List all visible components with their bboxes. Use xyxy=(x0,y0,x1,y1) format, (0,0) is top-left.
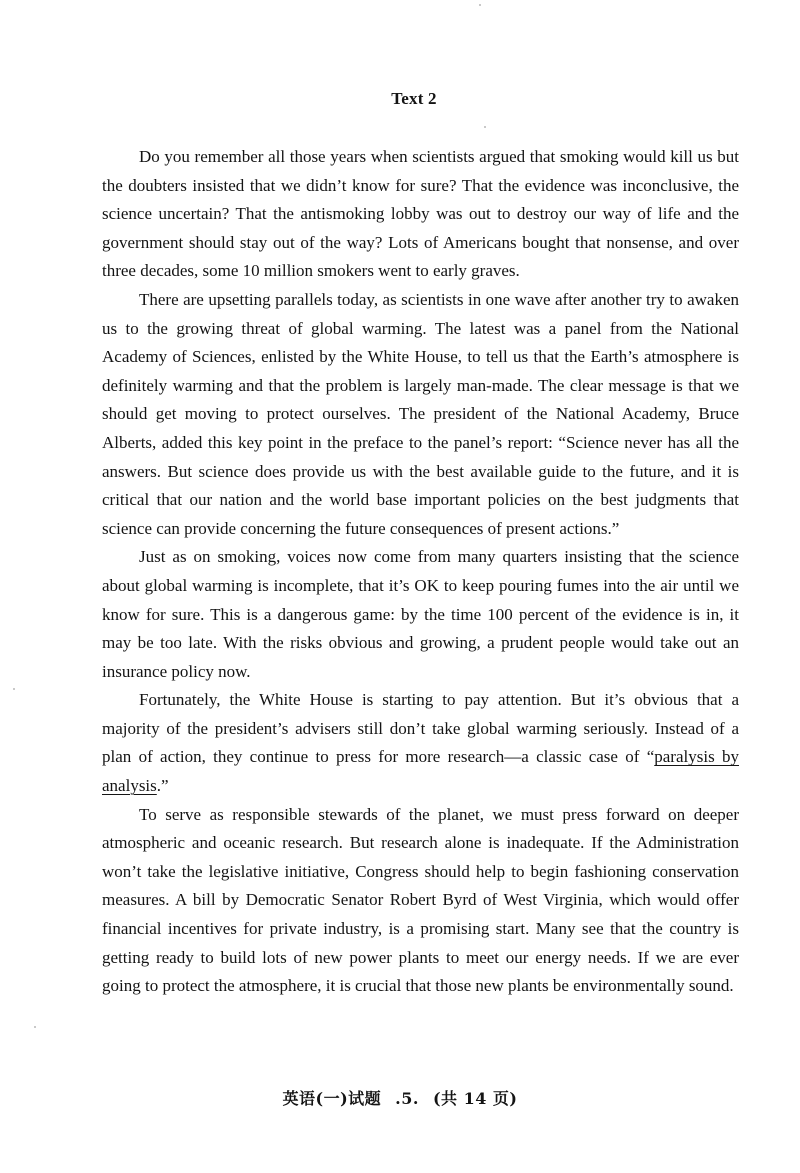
section-heading: Text 2 xyxy=(391,89,437,108)
scan-speck xyxy=(479,4,481,6)
page-footer xyxy=(0,1088,800,1110)
exam-label: 英语(一)试题 xyxy=(282,1089,382,1108)
total-pages: (共 14 页) xyxy=(432,1089,518,1108)
paragraph-1: Do you remember all those years when scientists argued that smoking would kill us but the doubters insisted that we didn’t know for sure? That the evidence was inconclusive, the science uncertain? That the antismoking lobby was out to destroy our way of life and the government should stay out of the way? Lots of Americans bought that nonsense, and over three decades, some 10 million smokers went to early graves. xyxy=(102,147,739,281)
underlined-phrase: paralysis by analysis xyxy=(102,747,739,796)
paragraph-2: There are upsetting parallels today, as scientists in one wave after another try to awaken us to the growing threat of global warming. The latest was a panel from the National Academy of Sciences, enlisted by the White House, to tell us that the Earth’s atmosphere is definitely warming and that the problem is largely man-made. The clear message is that we should get moving to protect ourselves. The president of the National Academy, Bruce Alberts, added this key point in the preface to the panel’s report: “Science never has all the answers. But science does provide us with the best available guide to the future, and it is critical that our nation and the world base important policies on the best judgments that science can provide concerning the future consequences of present actions.” xyxy=(102,289,739,538)
paragraph-4 xyxy=(102,686,739,800)
scan-speck xyxy=(13,688,15,690)
passage-body xyxy=(102,143,739,1001)
scan-speck xyxy=(484,126,486,128)
paragraph-4-text-after: .” xyxy=(156,776,169,796)
paragraph-4-text-before: Fortunately, the White House is starting to pay attention. But it’s obvious that a majority of the president’s advisers still don’t take global warming seriously. Instead of a plan of action, they continue to press for more research—a classic case of “ xyxy=(102,690,739,767)
paragraph-5: To serve as responsible stewards of the planet, we must press forward on deeper atmospheric and oceanic research. But research alone is inadequate. If the Administration won’t take the legislative initiative, Congress should help to begin fashioning conservation measures. A bill by Democratic Senator Robert Byrd of West Virginia, which would offer financial incentives for private industry, is a promising start. Many see that the country is getting ready to build lots of new power plants to meet our energy needs. If we are ever going to protect the atmosphere, it is crucial that those new plants be environmentally sound. xyxy=(102,804,739,996)
paragraph-3: Just as on smoking, voices now come from many quarters insisting that the science about global warming is incomplete, that it’s OK to keep pouring fumes into the air until we know for sure. This is a dangerous game: by the time 100 percent of the evidence is in, it may be too late. With the risks obvious and growing, a prudent people would take out an insurance policy now. xyxy=(102,547,739,681)
page-number: .5. xyxy=(395,1089,419,1108)
scan-speck xyxy=(34,1026,36,1028)
